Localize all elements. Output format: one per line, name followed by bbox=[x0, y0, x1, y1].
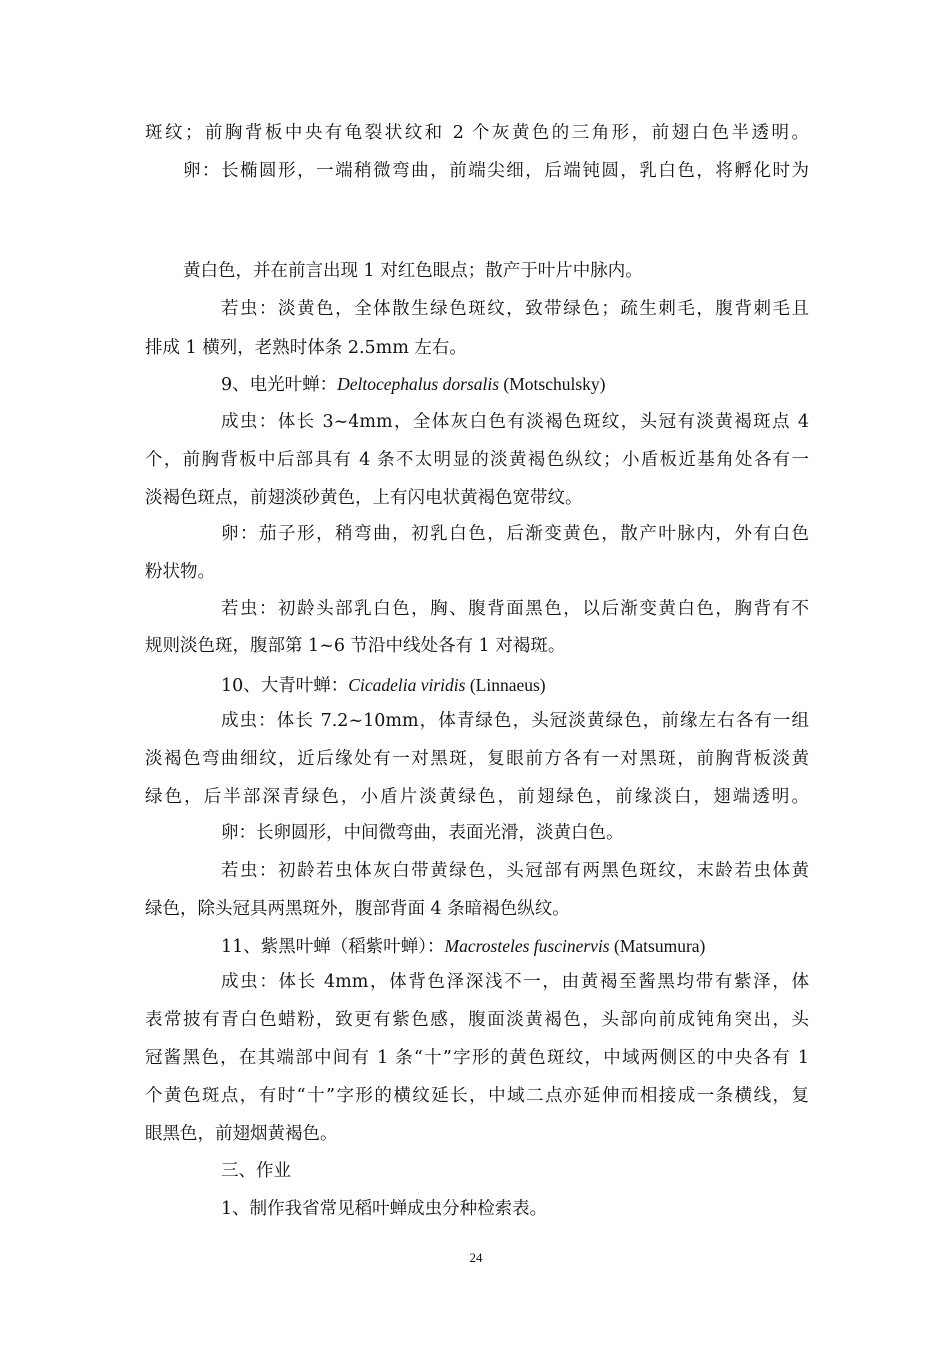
page-number: 24 bbox=[469, 1250, 483, 1265]
scientific-name: Deltocephalus dorsalis bbox=[337, 374, 500, 394]
text-line: 排成 1 横列，老熟时体条 2.5mm 左右。 bbox=[145, 338, 467, 358]
text-line: 若虫：淡黄色，全体散生绿色斑纹，致带绿色；疏生刺毛，腹背刺毛且 bbox=[221, 299, 809, 319]
text-line: 1、制作我省常见稻叶蝉成虫分种检索表。 bbox=[221, 1199, 548, 1219]
species-number-name: 11、紫黑叶蝉（稻紫叶蝉）： bbox=[221, 937, 445, 957]
species-heading bbox=[221, 934, 809, 959]
text-line: 个，前胸背板中后部具有 4 条不太明显的淡黄褐色纵纹；小盾板近基角处各有一 bbox=[145, 450, 809, 470]
text-line: 成虫：体长 7.2~10mm，体青绿色，头冠淡黄绿色，前缘左右各有一组 bbox=[221, 711, 809, 731]
text-line: 粉状物。 bbox=[145, 562, 215, 582]
text-line: 卵：长椭圆形，一端稍微弯曲，前端尖细，后端钝圆，乳白色，将孵化时为 bbox=[183, 161, 809, 181]
text-line: 绿色，后半部深青绿色，小盾片淡黄绿色，前翅绿色，前缘淡白，翅端透明。 bbox=[145, 787, 809, 807]
text-line: 眼黑色，前翅烟黄褐色。 bbox=[145, 1124, 338, 1144]
species-number-name: 10、大青叶蝉： bbox=[221, 676, 349, 696]
species-heading bbox=[221, 372, 809, 397]
text-line: 黄白色，并在前言出现 1 对红色眼点；散产于叶片中脉内。 bbox=[183, 261, 643, 281]
text-line: 卵：长卵圆形，中间微弯曲，表面光滑，淡黄白色。 bbox=[221, 823, 624, 843]
text-line: 规则淡色斑，腹部第 1~6 节沿中线处各有 1 对褐斑。 bbox=[145, 636, 566, 656]
text-line: 表常披有青白色蜡粉，致更有紫色感，腹面淡黄褐色，头部向前成钝角突出，头 bbox=[145, 1010, 809, 1030]
species-heading bbox=[221, 673, 809, 698]
text-line: 绿色，除头冠具两黑斑外，腹部背面 4 条暗褐色纵纹。 bbox=[145, 899, 570, 919]
scientific-name: Macrosteles fuscinervis bbox=[444, 936, 610, 956]
species-number-name: 9、电光叶蝉： bbox=[221, 375, 338, 395]
author-name: (Motschulsky) bbox=[499, 374, 606, 394]
text-line: 若虫：初龄若虫体灰白带黄绿色，头冠部有两黑色斑纹，末龄若虫体黄 bbox=[221, 861, 809, 881]
text-line: 斑纹；前胸背板中央有龟裂状纹和 2 个灰黄色的三角形，前翅白色半透明。 bbox=[145, 123, 809, 143]
text-line: 成虫：体长 3~4mm，全体灰白色有淡褐色斑纹，头冠有淡黄褐斑点 4 bbox=[221, 412, 809, 432]
text-line: 淡褐色弯曲细纹，近后缘处有一对黑斑，复眼前方各有一对黑斑，前胸背板淡黄 bbox=[145, 749, 809, 769]
text-line: 淡褐色斑点，前翅淡砂黄色，上有闪电状黄褐色宽带纹。 bbox=[145, 488, 583, 508]
text-line: 卵：茄子形，稍弯曲，初乳白色，后渐变黄色，散产叶脉内，外有白色 bbox=[221, 524, 809, 544]
text-line: 若虫：初龄头部乳白色，胸、腹背面黑色，以后渐变黄白色，胸背有不 bbox=[221, 599, 809, 619]
author-name: (Matsumura) bbox=[609, 936, 706, 956]
text-line: 个黄色斑点，有时“十”字形的横纹延长，中域二点亦延伸而相接成一条横线，复 bbox=[145, 1086, 809, 1106]
text-line: 成虫：体长 4mm，体背色泽深浅不一，由黄褐至酱黑均带有紫泽，体 bbox=[221, 972, 809, 992]
scientific-name: Cicadelia viridis bbox=[348, 675, 466, 695]
text-line: 冠酱黑色，在其端部中间有 1 条“十”字形的黄色斑纹，中域两侧区的中央各有 1 bbox=[145, 1048, 809, 1068]
section-heading: 三、作业 bbox=[221, 1161, 291, 1181]
author-name: (Linnaeus) bbox=[465, 675, 546, 695]
